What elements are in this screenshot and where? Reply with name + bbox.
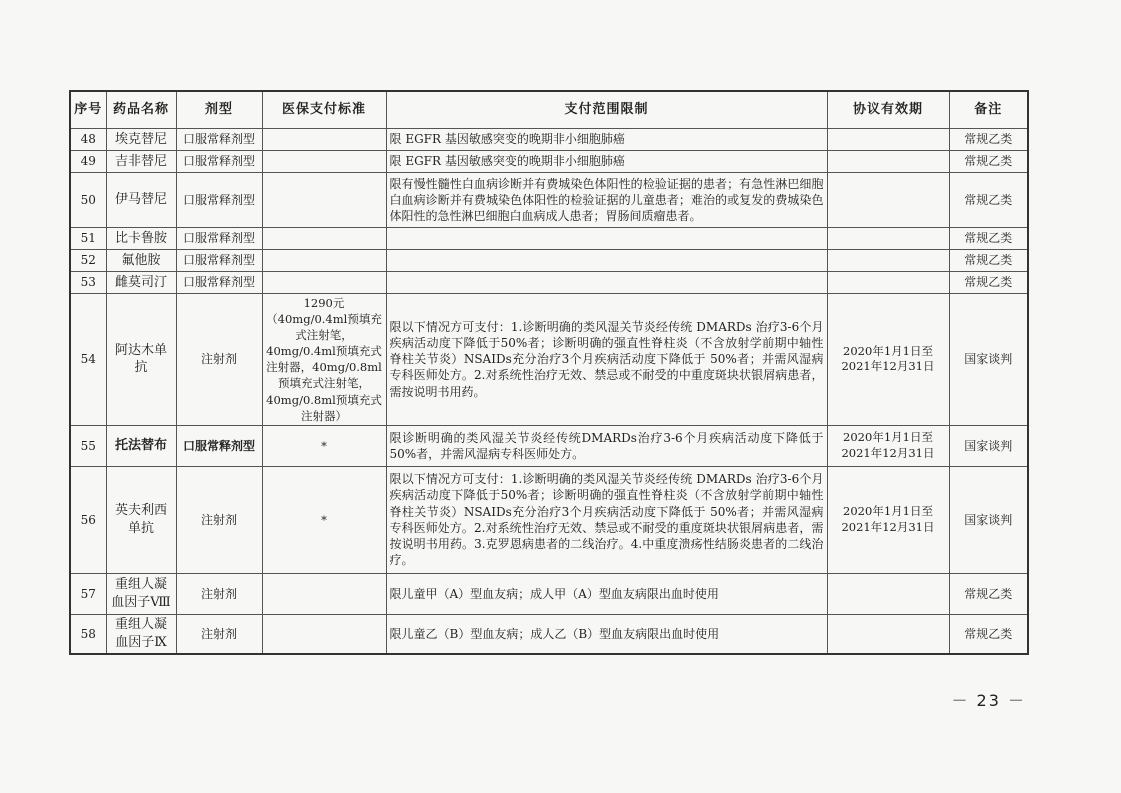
cell-note: 国家谈判 <box>949 294 1028 426</box>
page-number: － 23 － <box>951 691 1026 710</box>
table-row <box>70 466 1028 573</box>
header-agreement-validity: 协议有效期 <box>827 91 949 129</box>
table-row <box>70 425 1028 466</box>
table-header-row <box>70 91 1028 129</box>
header-payment-standard: 医保支付标准 <box>262 91 386 129</box>
cell-dosage-form: 注射剂 <box>176 573 262 614</box>
cell-dosage-form: 口服常释剂型 <box>176 272 262 294</box>
cell-payment-standard <box>262 228 386 250</box>
cell-payment-scope: 限儿童乙（B）型血友病；成人乙（B）型血友病限出血时使用 <box>386 614 827 654</box>
cell-note: 国家谈判 <box>949 425 1028 466</box>
cell-drug-name: 伊马替尼 <box>106 173 176 228</box>
cell-payment-standard: * <box>262 466 386 573</box>
cell-dosage-form: 口服常释剂型 <box>176 250 262 272</box>
cell-note: 常规乙类 <box>949 228 1028 250</box>
cell-dosage-form: 口服常释剂型 <box>176 425 262 466</box>
cell-dosage-form: 注射剂 <box>176 466 262 573</box>
cell-drug-name: 重组人凝血因子Ⅷ <box>106 573 176 614</box>
cell-drug-name: 托法替布 <box>106 425 176 466</box>
header-dosage-form: 剂型 <box>176 91 262 129</box>
cell-payment-standard: * <box>262 425 386 466</box>
table-row <box>70 272 1028 294</box>
table-row <box>70 151 1028 173</box>
cell-note: 常规乙类 <box>949 129 1028 151</box>
cell-no: 53 <box>70 272 106 294</box>
cell-no: 58 <box>70 614 106 654</box>
cell-agreement-validity <box>827 250 949 272</box>
cell-no: 51 <box>70 228 106 250</box>
cell-note: 常规乙类 <box>949 151 1028 173</box>
cell-dosage-form: 口服常释剂型 <box>176 173 262 228</box>
cell-drug-name: 英夫利西单抗 <box>106 466 176 573</box>
table-row <box>70 173 1028 228</box>
cell-no: 55 <box>70 425 106 466</box>
cell-drug-name: 雌莫司汀 <box>106 272 176 294</box>
cell-payment-scope: 限诊断明确的类风湿关节炎经传统DMARDs治疗3-6个月疾病活动度下降低于50%者，并需风湿病专科医师处方。 <box>386 425 827 466</box>
cell-payment-standard <box>262 151 386 173</box>
cell-drug-name: 比卡鲁胺 <box>106 228 176 250</box>
cell-payment-scope <box>386 250 827 272</box>
cell-payment-standard <box>262 129 386 151</box>
cell-payment-scope <box>386 272 827 294</box>
cell-dosage-form: 注射剂 <box>176 294 262 426</box>
cell-drug-name: 阿达木单抗 <box>106 294 176 426</box>
table-row <box>70 573 1028 614</box>
cell-no: 52 <box>70 250 106 272</box>
cell-payment-scope: 限儿童甲（A）型血友病；成人甲（A）型血友病限出血时使用 <box>386 573 827 614</box>
cell-note: 常规乙类 <box>949 614 1028 654</box>
cell-note: 国家谈判 <box>949 466 1028 573</box>
cell-note: 常规乙类 <box>949 250 1028 272</box>
cell-payment-scope <box>386 228 827 250</box>
cell-dosage-form: 口服常释剂型 <box>176 228 262 250</box>
cell-drug-name: 埃克替尼 <box>106 129 176 151</box>
cell-no: 54 <box>70 294 106 426</box>
cell-drug-name: 重组人凝血因子Ⅸ <box>106 614 176 654</box>
header-note: 备注 <box>949 91 1028 129</box>
cell-no: 56 <box>70 466 106 573</box>
cell-agreement-validity <box>827 272 949 294</box>
cell-no: 50 <box>70 173 106 228</box>
cell-drug-name: 氟他胺 <box>106 250 176 272</box>
cell-no: 49 <box>70 151 106 173</box>
cell-agreement-validity <box>827 573 949 614</box>
cell-note: 常规乙类 <box>949 272 1028 294</box>
cell-payment-standard <box>262 614 386 654</box>
table-row <box>70 614 1028 654</box>
cell-payment-standard <box>262 173 386 228</box>
cell-payment-scope: 限 EGFR 基因敏感突变的晚期非小细胞肺癌 <box>386 129 827 151</box>
drug-reimbursement-table <box>69 90 1029 655</box>
cell-payment-standard: 1290元（40mg/0.4ml预填充式注射笔，40mg/0.4ml预填充式注射器，40mg/0.8ml预填充式注射笔，40mg/0.8ml预填充式注射器） <box>262 294 386 426</box>
cell-payment-scope: 限以下情况方可支付：1.诊断明确的类风湿关节炎经传统 DMARDs 治疗3-6个月疾病活动度下降低于50%者；诊断明确的强直性脊柱炎（不含放射学前期中轴性脊柱关节炎）NSAIDs充分治疗3个月疾病活动度下降低于 50%者；并需风湿病专科医师处方。2.对系统性治疗无效、禁忌或不耐受的重度斑块状银屑病患者，需按说明书用药。3.克罗恩病患者的二线治疗。4.中重度溃疡性结肠炎患者的二线治疗。 <box>386 466 827 573</box>
cell-payment-standard <box>262 272 386 294</box>
cell-note: 常规乙类 <box>949 173 1028 228</box>
cell-payment-standard <box>262 250 386 272</box>
cell-dosage-form: 口服常释剂型 <box>176 129 262 151</box>
cell-no: 48 <box>70 129 106 151</box>
cell-agreement-validity <box>827 151 949 173</box>
cell-agreement-validity: 2020年1月1日至2021年12月31日 <box>827 294 949 426</box>
cell-drug-name: 吉非替尼 <box>106 151 176 173</box>
cell-agreement-validity: 2020年1月1日至2021年12月31日 <box>827 425 949 466</box>
header-drug-name: 药品名称 <box>106 91 176 129</box>
cell-agreement-validity: 2020年1月1日至2021年12月31日 <box>827 466 949 573</box>
cell-no: 57 <box>70 573 106 614</box>
cell-agreement-validity <box>827 129 949 151</box>
table-row <box>70 129 1028 151</box>
cell-note: 常规乙类 <box>949 573 1028 614</box>
header-no: 序号 <box>70 91 106 129</box>
cell-dosage-form: 注射剂 <box>176 614 262 654</box>
cell-payment-scope: 限有慢性髓性白血病诊断并有费城染色体阳性的检验证据的患者；有急性淋巴细胞白血病诊断并有费城染色体阳性的检验证据的儿童患者；难治的或复发的费城染色体阳性的急性淋巴细胞白血病成人患者；胃肠间质瘤患者。 <box>386 173 827 228</box>
table-row <box>70 250 1028 272</box>
cell-agreement-validity <box>827 173 949 228</box>
cell-payment-scope: 限 EGFR 基因敏感突变的晚期非小细胞肺癌 <box>386 151 827 173</box>
cell-payment-scope: 限以下情况方可支付：1.诊断明确的类风湿关节炎经传统 DMARDs 治疗3-6个月疾病活动度下降低于50%者；诊断明确的强直性脊柱炎（不含放射学前期中轴性脊柱关节炎）NSAIDs充分治疗3个月疾病活动度下降低于 50%者；并需风湿病专科医师处方。2.对系统性治疗无效、禁忌或不耐受的中重度斑块状银屑病患者，需按说明书用药。 <box>386 294 827 426</box>
table-row <box>70 228 1028 250</box>
header-payment-scope: 支付范围限制 <box>386 91 827 129</box>
table-row <box>70 294 1028 426</box>
cell-agreement-validity <box>827 614 949 654</box>
cell-agreement-validity <box>827 228 949 250</box>
cell-dosage-form: 口服常释剂型 <box>176 151 262 173</box>
cell-payment-standard <box>262 573 386 614</box>
